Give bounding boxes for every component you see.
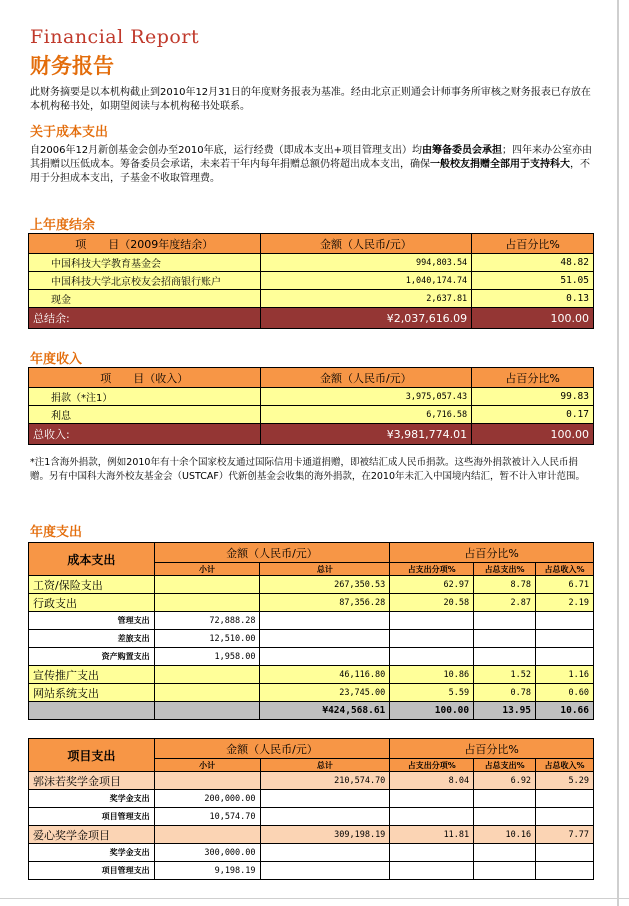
table-header-row: [29, 234, 594, 254]
total-row: 总结余: ¥2,037,616.09 100.00: [29, 308, 594, 329]
income-heading: 年度收入: [30, 352, 83, 367]
col-header-amount: 金额（人民币/元）: [154, 739, 390, 759]
table-row: 网站系统支出 23,745.00 5.59 0.78 0.60: [29, 684, 594, 702]
table-subrow: 管理支出 72,888.28: [29, 612, 594, 630]
table-subheader-row: 小计 总计 占支出分项% 占总支出% 占总收入%: [29, 563, 594, 576]
prev-balance-heading: 上年度结余: [30, 218, 96, 233]
cost-expense-table: [28, 542, 594, 720]
sum-row: ¥424,568.61 100.00 13.95 10.66: [29, 702, 594, 720]
project-expense-table: [28, 738, 594, 880]
table-subrow: 项目管理支出 9,198.19: [29, 862, 594, 880]
col-header-amount: 金额（人民币/元）: [260, 234, 472, 254]
intro-paragraph: 此财务摘要是以本机构截止到2010年12月31日的年度财务报表为基准。经由北京正则通会计师事务所审核之财务报表已存放在本机构秘书处，如期望阅读与本机构秘书处联系。: [30, 87, 591, 112]
cost-table-title: 成本支出: [29, 543, 155, 576]
table-row: 利息 6,716.58 0.17: [29, 406, 594, 424]
cost-table-body: [29, 576, 594, 702]
table-subrow: 奖学金支出 300,000.00: [29, 844, 594, 862]
col-header-percent: 占百分比%: [390, 543, 594, 563]
income-footnote: *注1含海外捐款，例如2010年有十余个国家校友通过国际信用卡通道捐赠，即被结汇成人民币捐款。这些海外捐款被计入人民币捐赠。另有中国科大海外校友基金会（USTCAF）代新创基金会收集的海外捐款，在2010年未汇入中国境内结汇，暂不计入审计范围。: [30, 457, 586, 482]
page-border-bottom: [0, 898, 629, 899]
col-header-item: 项 目（2009年度结余）: [29, 234, 261, 254]
cost-paragraph: 自2006年12月新创基金会创办至2010年底，运行经费（即成本支出+项目管理支出）均由筹备委员会承担；四年来办公室亦由其捐赠以压低成本。筹备委员会承诺，未来若干年内每年捐赠总额仍将超出成本支出，确保一般校友捐赠全部用于支持科大，不用于分担成本支出，子基金不收取管理费。: [30, 145, 593, 184]
table-header-row: [29, 543, 594, 563]
table-row: 爱心奖学金项目 309,198.19 11.81 10.16 7.77: [29, 826, 594, 844]
prev-balance-table: [28, 233, 594, 329]
col-header-percent: 占百分比%: [390, 739, 594, 759]
col-header-amount: 金额（人民币/元）: [154, 543, 390, 563]
table-row: 宣传推广支出 46,116.80 10.86 1.52 1.16: [29, 666, 594, 684]
table-row: 现金 2,637.81 0.13: [29, 290, 594, 308]
table-row: 工资/保险支出 267,350.53 62.97 8.78 6.71: [29, 576, 594, 594]
total-row: 总收入: ¥3,981,774.01 100.00: [29, 424, 594, 445]
table-subrow: 资产购置支出 1,958.00: [29, 648, 594, 666]
table-subrow: 奖学金支出 200,000.00: [29, 790, 594, 808]
table-row: 中国科技大学北京校友会招商银行账户 1,040,174.74 51.05: [29, 272, 594, 290]
project-table-body: [29, 772, 594, 880]
col-header-percent: 占百分比%: [472, 234, 594, 254]
col-header-percent: 占百分比%: [472, 368, 594, 388]
table-header-row: [29, 368, 594, 388]
table-header-row: [29, 739, 594, 759]
income-table: [28, 367, 594, 445]
expense-heading: 年度支出: [30, 525, 83, 540]
table-subrow: 项目管理支出 10,574.70: [29, 808, 594, 826]
table-row: 行政支出 87,356.28 20.58 2.87 2.19: [29, 594, 594, 612]
table-row: 郭沫若奖学金项目 210,574.70 8.04 6.92 5.29: [29, 772, 594, 790]
col-header-item: 项 目（收入）: [29, 368, 261, 388]
title-english: Financial Report: [30, 26, 200, 48]
cost-bold-1: 由筹备委员会承担: [422, 145, 503, 156]
page-border-right: [617, 0, 619, 906]
project-table-title: 项目支出: [29, 739, 155, 772]
table-row: 捐款（*注1） 3,975,057.43 99.83: [29, 388, 594, 406]
table-subheader-row: 小计 总计 占支出分项% 占总支出% 占总收入%: [29, 759, 594, 772]
col-header-amount: 金额（人民币/元）: [260, 368, 472, 388]
cost-bold-2: 一般校友捐赠全部用于支持科大: [430, 159, 570, 170]
table-row: 中国科技大学教育基金会 994,803.54 48.82: [29, 254, 594, 272]
table-subrow: 差旅支出 12,510.00: [29, 630, 594, 648]
title-chinese: 财务报告: [30, 54, 114, 78]
cost-heading: 关于成本支出: [30, 125, 109, 140]
